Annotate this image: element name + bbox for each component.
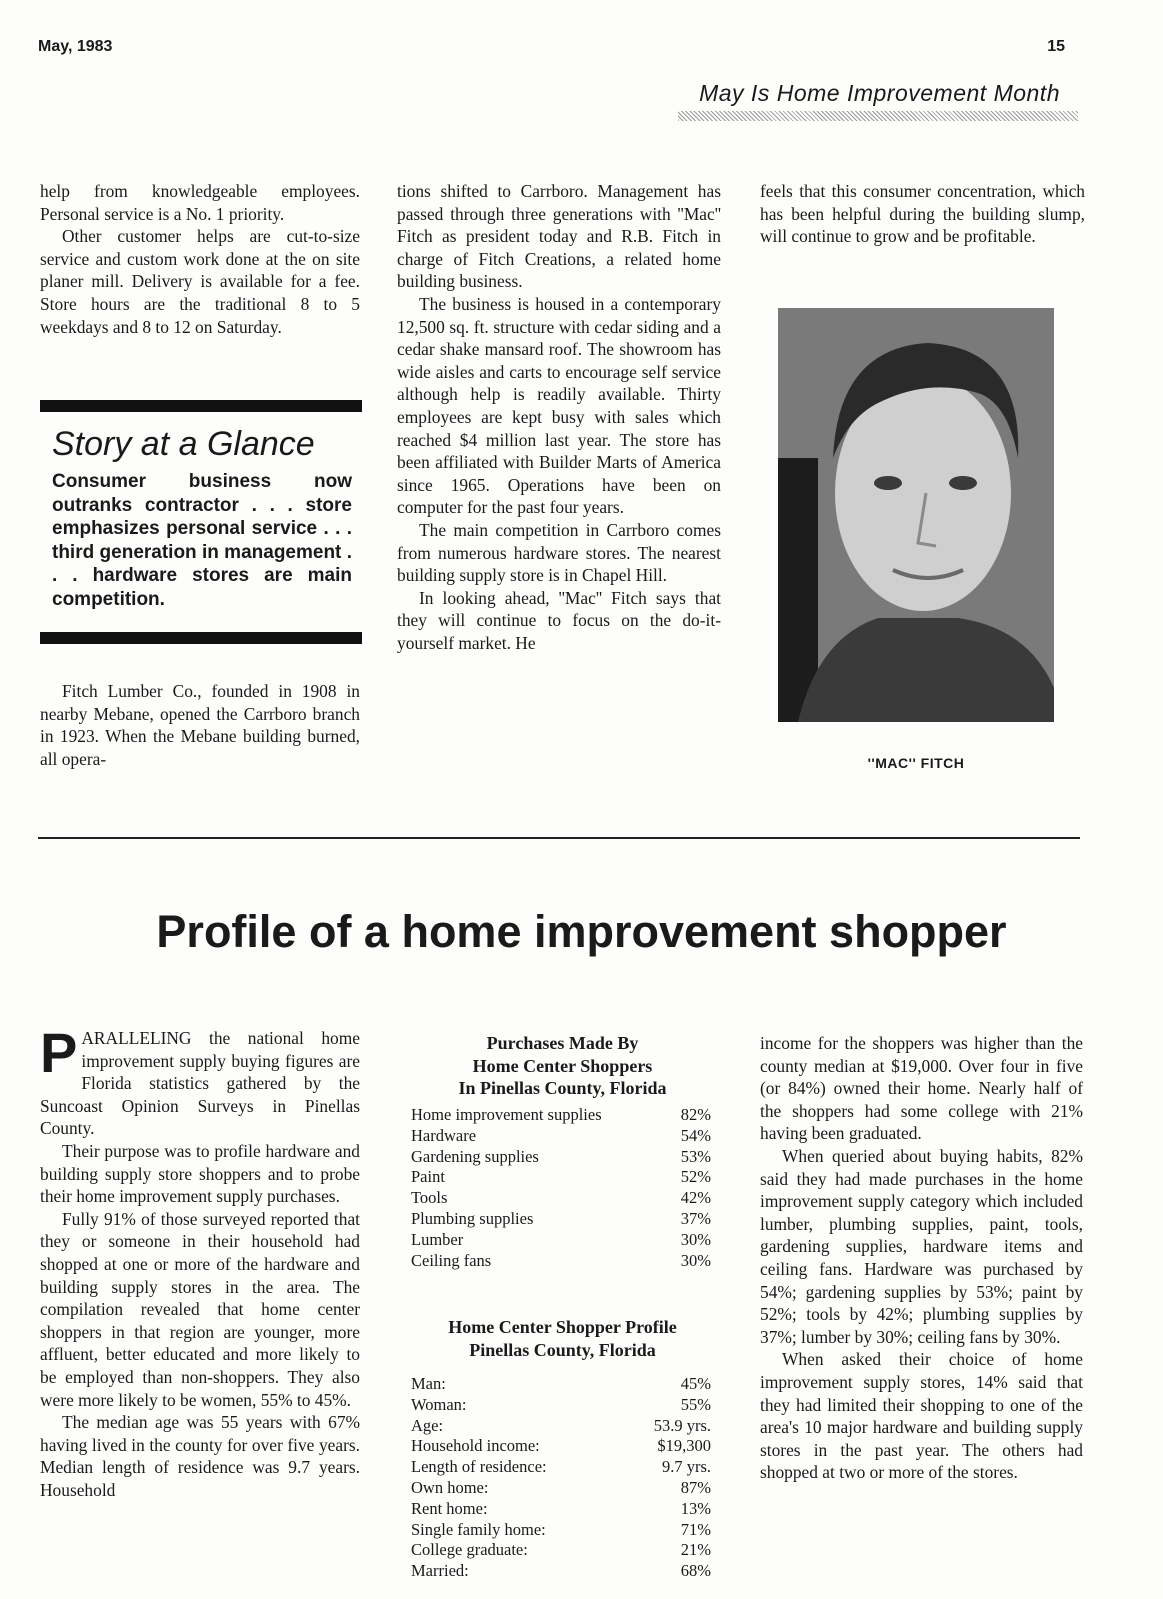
row-value: 9.7 yrs. <box>661 1457 711 1477</box>
row-label: Home improvement supplies <box>411 1105 602 1124</box>
title-line: Pinellas County, Florida <box>469 1339 656 1360</box>
row-value: $19,300 <box>657 1436 711 1456</box>
paragraph <box>40 1021 360 1140</box>
row-label: Ceiling fans <box>411 1250 492 1270</box>
article2-headline: Profile of a home improvement shopper <box>156 906 1007 957</box>
table-row <box>411 1457 711 1478</box>
row-value: 30% <box>680 1229 711 1249</box>
drop-cap: P <box>40 1021 78 1084</box>
article1-column2 <box>397 180 721 654</box>
paragraph: The median age was 55 years with 67% having lived in the county for over five years. Median length of residence was 9.7 years. Household <box>40 1412 360 1500</box>
purchases-table-title <box>400 1032 725 1100</box>
paragraph: In looking ahead, ''Mac'' Fitch says that they will continue to focus on the do-it-yourself market. He <box>397 587 721 653</box>
issue-date: May, 1983 <box>38 38 113 55</box>
article1-column1-bottom <box>40 680 360 770</box>
paragraph: The main competition in Carrboro comes from numerous hardware stores. The nearest building supply store is in Chapel Hill. <box>397 519 721 586</box>
lead-text: ARALLELING the national home improvement supply buying figures are Florida statistics gathered by the Suncoast Opinion Surveys in Pinellas County. <box>40 1028 360 1139</box>
table-row <box>411 1436 711 1457</box>
row-label: Single family home: <box>411 1519 546 1539</box>
paragraph: When asked their choice of home improvement supply stores, 14% said that they had limited their shopping to one of the area's 10 major hardware and building supply stores in the past year. The others had shopped at two or more of the stores. <box>760 1349 1083 1483</box>
title-line: In Pinellas County, Florida <box>458 1078 667 1098</box>
table-row <box>411 1395 711 1416</box>
table-row <box>411 1188 711 1209</box>
paragraph: tions shifted to Carrboro. Management has passed through three generations with ''Mac'' Fitch as president today and R.B. Fitch in charge of Fitch Creations, a related home building business. <box>397 181 721 292</box>
row-value: 68% <box>680 1561 711 1581</box>
row-value: 82% <box>680 1105 711 1124</box>
row-value: 30% <box>680 1250 711 1270</box>
glance-bar-bottom <box>40 632 362 644</box>
profile-table-title <box>400 1316 725 1361</box>
row-value: 42% <box>680 1188 711 1208</box>
table-row <box>411 1478 711 1499</box>
photo-caption: ''MAC'' FITCH <box>867 755 965 771</box>
paragraph: Their purpose was to profile hardware and building supply store shoppers and to probe their home improvement supply purchases. <box>40 1140 360 1207</box>
paragraph: The business is housed in a contemporary 12,500 sq. ft. structure with cedar siding and a cedar shake mansard roof. The showroom has wide aisles and carts to encourage self service although help is readily available. Thirty employees are kept busy with sales which reached $4 million last year. The store has been affiliated with Builder Marts of America since 1965. Operations have been on computer for the past four years. <box>397 293 721 518</box>
title-line: Home Center Shopper Profile <box>448 1317 677 1337</box>
article1-column1-top <box>40 180 360 338</box>
paragraph: help from knowledgeable employees. Personal service is a No. 1 priority. <box>40 181 360 224</box>
row-value: 53.9 yrs. <box>653 1415 711 1435</box>
section-title: May Is Home Improvement Month <box>699 80 1060 106</box>
article1-column3 <box>760 180 1085 248</box>
row-value: 45% <box>680 1374 711 1393</box>
table-row <box>411 1167 711 1188</box>
row-value: 52% <box>680 1167 711 1187</box>
paragraph: Other customer helps are cut-to-size service and custom work done at the on site planer mill. Delivery is available for a fee. Store hours are the traditional 8 to 5 weekdays and 8 to 12 on Saturday. <box>40 226 360 337</box>
table-row <box>411 1147 711 1168</box>
table-row <box>411 1230 711 1251</box>
article-divider <box>38 837 1080 839</box>
row-value: 54% <box>680 1125 711 1145</box>
glance-summary: Consumer business now outranks contractor . . . store emphasizes personal service . . . third generation in management . . . hardware stores are main competition. <box>52 471 352 610</box>
portrait-photo <box>778 308 1054 722</box>
row-label: Lumber <box>411 1229 464 1249</box>
table-row <box>411 1126 711 1147</box>
profile-table <box>411 1374 711 1582</box>
paragraph: feels that this consumer concentration, which has been helpful during the building slump, will continue to grow and be profitable. <box>760 181 1085 247</box>
row-label: Married: <box>411 1561 469 1581</box>
paragraph: Fitch Lumber Co., founded in 1908 in nearby Mebane, opened the Carrboro branch in 1923. When the Mebane building burned, all opera- <box>40 681 360 769</box>
table-row <box>411 1561 711 1582</box>
row-value: 71% <box>680 1519 711 1539</box>
row-label: Rent home: <box>411 1498 488 1518</box>
row-label: Paint <box>411 1167 445 1187</box>
row-label: Tools <box>411 1188 448 1208</box>
row-label: Own home: <box>411 1477 489 1497</box>
paragraph: Fully 91% of those surveyed reported that they or someone in their household had shopped at one or more of the hardware and building supply stores in the area. The compilation revealed that home center shoppers in that region are younger, more affluent, better educated and more likely to be employed than non-shoppers. They also were more likely to be women, 55% to 45%. <box>40 1208 360 1410</box>
row-value: 37% <box>680 1208 711 1228</box>
article2-column1 <box>40 1021 360 1501</box>
table-row <box>411 1251 711 1272</box>
table-row <box>411 1499 711 1520</box>
row-label: Woman: <box>411 1394 467 1414</box>
title-line: Purchases Made By <box>486 1033 639 1053</box>
table-row <box>411 1209 711 1230</box>
glance-title: Story at a Glance <box>52 425 315 463</box>
row-label: Household income: <box>411 1436 540 1456</box>
row-value: 21% <box>680 1540 711 1560</box>
title-line: Home Center Shoppers <box>472 1055 653 1076</box>
table-row <box>411 1520 711 1541</box>
row-label: Hardware <box>411 1125 477 1145</box>
row-value: 13% <box>680 1498 711 1518</box>
paragraph: When queried about buying habits, 82% said they had made purchases in the home improvement supply category which included lumber, plumbing supplies, paint, tools, gardening supplies, hardware items and ceiling fans. Hardware was purchased by 54%; gardening supplies by 53%; paint by 52%; tools by 42%; plumbing supplies by 37%; lumber by 30%; ceiling fans by 30%. <box>760 1145 1083 1347</box>
table-row <box>411 1105 711 1126</box>
row-label: Plumbing supplies <box>411 1208 534 1228</box>
row-label: Age: <box>411 1415 444 1435</box>
row-value: 87% <box>680 1477 711 1497</box>
section-rule <box>678 111 1078 121</box>
row-label: Length of residence: <box>411 1457 547 1477</box>
table-row <box>411 1416 711 1437</box>
page-number: 15 <box>1047 38 1065 55</box>
glance-bar-top <box>40 400 362 412</box>
table-row <box>411 1374 711 1395</box>
purchases-table <box>411 1105 711 1271</box>
row-label: Man: <box>411 1374 446 1393</box>
row-value: 55% <box>680 1394 711 1414</box>
article2-column3 <box>760 1032 1083 1484</box>
row-value: 53% <box>680 1146 711 1166</box>
paragraph: income for the shoppers was higher than the county median at $19,000. Over four in five (or 84%) owned their home. Nearly half of the shoppers had some college with 21% having been graduated. <box>760 1033 1083 1144</box>
table-row <box>411 1540 711 1561</box>
row-label: Gardening supplies <box>411 1146 539 1166</box>
row-label: College graduate: <box>411 1540 528 1560</box>
